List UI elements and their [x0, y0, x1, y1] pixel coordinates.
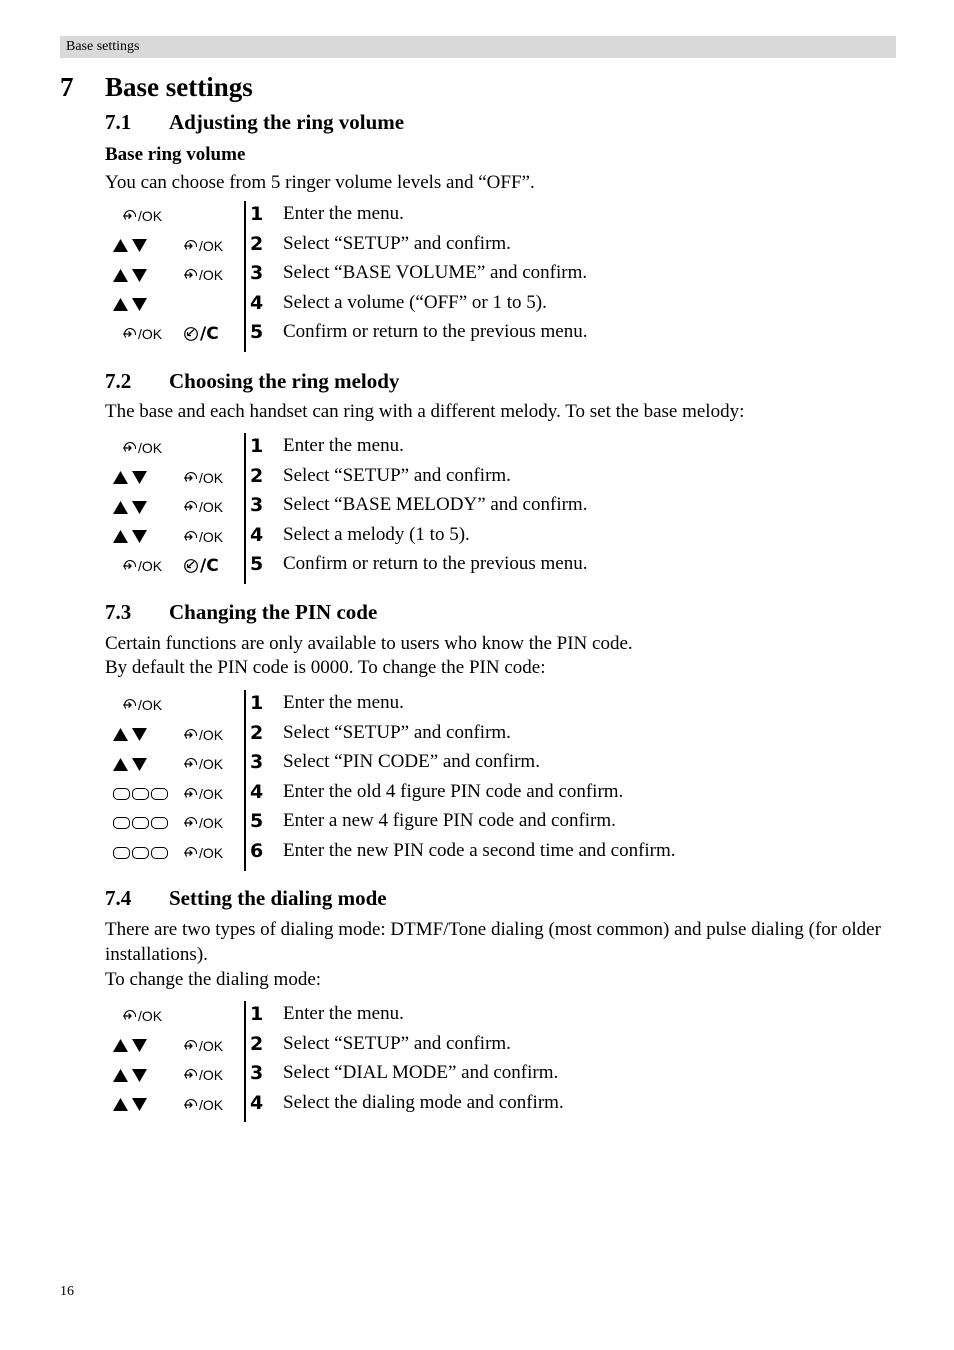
- step-row: [105, 1001, 805, 1030]
- section-title: Setting the dialing mode: [169, 886, 387, 910]
- up-down-arrows-icon: [113, 758, 147, 771]
- step-text: Confirm or return to the previous menu.: [283, 321, 588, 343]
- ok-key-label: /OK: [199, 845, 224, 861]
- step-key-secondary: [183, 755, 223, 773]
- ok-key-icon: [122, 697, 162, 713]
- up-down-arrows-icon: [113, 298, 147, 311]
- step-text: Enter the new PIN code a second time and confirm.: [283, 840, 676, 861]
- ok-key-icon: [183, 1067, 223, 1083]
- step-row: [105, 690, 805, 719]
- ok-key-icon: [183, 727, 223, 743]
- ok-key-label: /OK: [199, 815, 224, 832]
- ok-key-label: /OK: [199, 785, 224, 802]
- number-keys-icon: [113, 788, 168, 800]
- running-header-bar: [60, 36, 896, 58]
- chapter-title: Base settings: [105, 72, 253, 102]
- step-row: [105, 838, 805, 867]
- step-key-primary: [113, 1096, 147, 1114]
- intro-paragraph: To change the dialing mode:: [105, 969, 322, 990]
- step-number: 3: [250, 1062, 264, 1085]
- step-row: [105, 201, 805, 230]
- up-down-arrows-icon: [113, 1069, 147, 1082]
- ok-key-label: /OK: [138, 697, 163, 713]
- step-text: Enter the old 4 figure PIN code and confirm.: [283, 780, 624, 802]
- step-key-secondary: [183, 814, 223, 832]
- ok-key-label: /OK: [138, 1008, 163, 1024]
- ok-key-label: /OK: [138, 558, 163, 575]
- step-key-primary: [113, 237, 147, 255]
- ok-key-label: /OK: [199, 267, 224, 284]
- number-keys-icon: [113, 847, 168, 859]
- step-row: [105, 1090, 805, 1119]
- step-text: Select “PIN CODE” and confirm.: [283, 751, 540, 773]
- step-number: 4: [250, 780, 264, 803]
- ok-key-icon: [122, 326, 162, 342]
- step-row: [105, 1060, 805, 1089]
- intro-paragraph: The base and each handset can ring with a different melody. To set the base melody:: [105, 401, 745, 422]
- section-heading: [105, 885, 387, 911]
- step-row: [105, 319, 805, 348]
- step-number: 1: [250, 1003, 264, 1025]
- step-text: Select “DIAL MODE” and confirm.: [283, 1062, 559, 1084]
- step-key-secondary: [183, 1096, 223, 1114]
- step-key-primary: [113, 296, 147, 314]
- step-key-secondary: [183, 1066, 223, 1084]
- back-key-label: /C: [200, 324, 219, 345]
- step-key-secondary: [183, 1037, 223, 1055]
- back-c-key-icon: [183, 324, 219, 344]
- step-text: Enter the menu.: [283, 692, 404, 713]
- section-heading: [105, 109, 404, 135]
- back-key-label: /C: [200, 556, 219, 577]
- step-number: 1: [250, 203, 264, 225]
- step-row: [105, 492, 805, 521]
- page-number: 16: [60, 1284, 74, 1299]
- up-down-arrows-icon: [113, 239, 147, 252]
- ok-key-icon: [183, 499, 223, 515]
- step-text: Select “SETUP” and confirm.: [283, 721, 511, 743]
- step-key-primary: [113, 844, 168, 862]
- ok-key-label: /OK: [199, 469, 224, 486]
- step-key-secondary: [183, 266, 223, 284]
- step-text: Confirm or return to the previous menu.: [283, 553, 588, 575]
- step-key-primary: [113, 1037, 147, 1055]
- step-number: 1: [250, 435, 264, 457]
- ok-key-label: /OK: [138, 326, 163, 343]
- section-title: Adjusting the ring volume: [169, 110, 405, 134]
- step-number: 5: [250, 321, 264, 344]
- step-key-secondary: [183, 237, 223, 255]
- step-row: [105, 231, 805, 260]
- step-key-primary: [113, 469, 147, 487]
- step-number: 1: [250, 692, 264, 714]
- up-down-arrows-icon: [113, 728, 147, 741]
- step-number: 3: [250, 494, 264, 517]
- step-text: Select “BASE MELODY” and confirm.: [283, 494, 588, 516]
- ok-key-label: /OK: [199, 1096, 224, 1113]
- step-number: 3: [250, 262, 264, 285]
- ok-key-label: /OK: [199, 499, 224, 516]
- section-title: Choosing the ring melody: [169, 369, 400, 393]
- ok-key-label: /OK: [199, 1037, 224, 1054]
- step-row: [105, 522, 805, 551]
- step-number: 4: [250, 1091, 264, 1114]
- up-down-arrows-icon: [113, 1098, 147, 1111]
- ok-key-label: /OK: [138, 440, 163, 456]
- section-number: 7.2: [105, 369, 132, 393]
- subheading: Base ring volume: [105, 144, 246, 165]
- step-text: Select “SETUP” and confirm.: [283, 1032, 511, 1054]
- step-text: Select “SETUP” and confirm.: [283, 464, 511, 486]
- up-down-arrows-icon: [113, 1039, 147, 1052]
- ok-key-label: /OK: [199, 756, 224, 773]
- number-keys-icon: [113, 817, 168, 829]
- step-key-primary: [122, 696, 162, 714]
- ok-key-icon: [183, 756, 223, 772]
- step-key-primary: [113, 755, 147, 773]
- step-row: [105, 290, 805, 319]
- ok-key-label: /OK: [138, 208, 163, 224]
- ok-key-label: /OK: [199, 1067, 224, 1084]
- ok-key-icon: [122, 1008, 162, 1024]
- step-number: 3: [250, 751, 264, 774]
- step-number: 6: [250, 840, 264, 862]
- intro-paragraph: By default the PIN code is 0000. To change the PIN code:: [105, 657, 546, 678]
- step-key-secondary: [183, 726, 223, 744]
- step-key-primary: [113, 726, 147, 744]
- ok-key-label: /OK: [199, 528, 224, 545]
- ok-key-icon: [183, 267, 223, 283]
- step-text: Enter the menu.: [283, 435, 404, 456]
- step-key-secondary: [183, 498, 223, 516]
- up-down-arrows-icon: [113, 269, 147, 282]
- step-text: Select the dialing mode and confirm.: [283, 1091, 564, 1113]
- ok-key-icon: [122, 208, 162, 224]
- intro-paragraph: There are two types of dialing mode: DTMF/Tone dialing (most common) and pulse dialing (for older installations).: [105, 919, 881, 965]
- section-heading: [105, 368, 399, 394]
- step-number: 2: [250, 1032, 264, 1055]
- step-key-primary: [113, 498, 147, 516]
- step-number: 2: [250, 721, 264, 744]
- step-row: [105, 808, 805, 837]
- step-key-primary: [122, 207, 162, 225]
- up-down-arrows-icon: [113, 530, 147, 543]
- ok-key-icon: [183, 529, 223, 545]
- step-number: 4: [250, 523, 264, 546]
- step-key-primary: [122, 557, 162, 575]
- ok-key-icon: [183, 1038, 223, 1054]
- step-key-primary: [113, 814, 168, 832]
- running-header: Base settings: [66, 39, 140, 54]
- intro-paragraph: You can choose from 5 ringer volume levels and “OFF”.: [105, 172, 535, 193]
- ok-key-icon: [183, 815, 223, 831]
- step-text: Select a melody (1 to 5).: [283, 523, 470, 545]
- step-row: [105, 749, 805, 778]
- step-row: [105, 433, 805, 462]
- chapter-heading: [60, 70, 253, 104]
- ok-key-label: /OK: [199, 726, 224, 743]
- step-number: 5: [250, 810, 264, 833]
- ok-key-icon: [183, 786, 223, 802]
- step-row: [105, 463, 805, 492]
- section-number: 7.1: [105, 110, 132, 134]
- step-key-secondary: [183, 844, 223, 862]
- step-key-primary: [113, 528, 147, 546]
- ok-key-icon: [122, 440, 162, 456]
- ok-key-label: /OK: [199, 237, 224, 254]
- step-number: 5: [250, 553, 264, 576]
- step-key-primary: [122, 439, 162, 457]
- section-number: 7.3: [105, 600, 132, 624]
- section-number: 7.4: [105, 886, 132, 910]
- step-text: Select “BASE VOLUME” and confirm.: [283, 262, 588, 284]
- step-key-secondary: [183, 528, 223, 546]
- ok-key-icon: [183, 1097, 223, 1113]
- chapter-number: 7: [60, 72, 74, 102]
- step-key-primary: [122, 1007, 162, 1025]
- up-down-arrows-icon: [113, 471, 147, 484]
- step-text: Enter a new 4 figure PIN code and confirm.: [283, 810, 616, 832]
- step-text: Select a volume (“OFF” or 1 to 5).: [283, 291, 547, 313]
- step-key-secondary: [183, 785, 223, 803]
- ok-key-icon: [122, 558, 162, 574]
- ok-key-icon: [183, 238, 223, 254]
- ok-key-icon: [183, 470, 223, 486]
- step-key-primary: [122, 325, 162, 343]
- step-number: 2: [250, 232, 264, 255]
- step-row: [105, 779, 805, 808]
- step-text: Enter the menu.: [283, 1003, 404, 1024]
- step-row: [105, 720, 805, 749]
- step-key-primary: [113, 266, 147, 284]
- step-text: Select “SETUP” and confirm.: [283, 232, 511, 254]
- back-c-key-icon: [183, 556, 219, 576]
- step-key-primary: [113, 785, 168, 803]
- intro-paragraph: Certain functions are only available to users who know the PIN code.: [105, 633, 633, 654]
- step-key-secondary: [183, 325, 219, 343]
- step-key-secondary: [183, 469, 223, 487]
- step-text: Enter the menu.: [283, 203, 404, 224]
- section-heading: [105, 599, 377, 625]
- up-down-arrows-icon: [113, 501, 147, 514]
- step-row: [105, 260, 805, 289]
- step-key-primary: [113, 1066, 147, 1084]
- step-key-secondary: [183, 557, 219, 575]
- section-title: Changing the PIN code: [169, 600, 378, 624]
- step-row: [105, 551, 805, 580]
- ok-key-icon: [183, 845, 223, 861]
- step-row: [105, 1031, 805, 1060]
- step-number: 2: [250, 464, 264, 487]
- step-number: 4: [250, 291, 264, 314]
